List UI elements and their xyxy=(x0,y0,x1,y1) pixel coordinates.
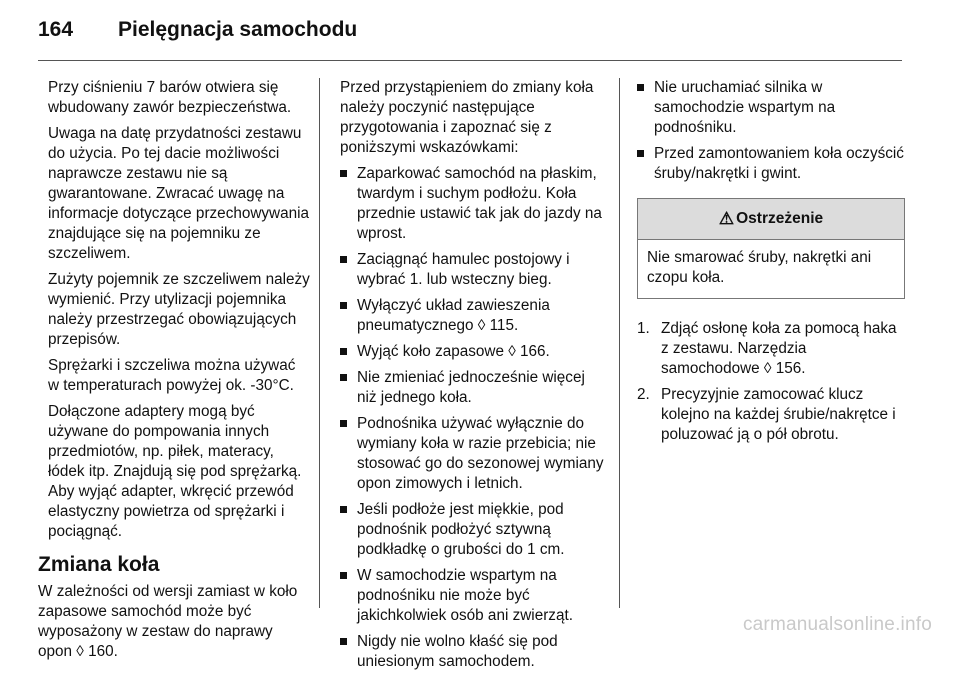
list-item-text: W samochodzie wspartym na podnośniku nie może być jakichkolwiek osób ani zwierząt. xyxy=(357,567,573,624)
paragraph: Przy ciśnieniu 7 barów otwiera się wbudowany zawór bezpieczeństwa. xyxy=(48,79,292,116)
list-item xyxy=(340,368,608,408)
column-middle xyxy=(340,78,608,678)
list-item-text: Nie zmieniać jednocześnie więcej niż jednego koła. xyxy=(357,369,585,406)
list-item xyxy=(637,78,905,138)
page-title: Pielęgnacja samochodu xyxy=(118,18,358,41)
paragraph: Uwaga na datę przydatności zestawu do użycia. Po tej dacie możliwości naprawcze zestawu nie są gwarantowane. Zwracać uwagę na informacje dotyczące przechowywania znajdujące się na pojemniku ze szczeliwem. xyxy=(48,125,310,262)
list-item-text: Nigdy nie wolno kłaść się pod uniesionym samochodem. xyxy=(357,633,558,670)
warning-text: Nie smarować śruby, nakrętki ani czopu koła. xyxy=(647,249,872,286)
page-header xyxy=(38,18,357,48)
bullet-icon xyxy=(340,302,347,309)
bullet-icon xyxy=(340,170,347,177)
step-number: 1. xyxy=(637,320,650,337)
bullet-list xyxy=(637,78,905,184)
list-item xyxy=(340,500,608,560)
warning-icon: ⚠ xyxy=(718,209,735,228)
header-divider xyxy=(38,60,902,61)
step-text: Precyzyjnie zamocować klucz kolejno na każdej śrubie/nakrętce i poluzować ją o pół obrotu. xyxy=(661,386,896,443)
bullet-icon xyxy=(340,572,347,579)
list-item-text: Nie uruchamiać silnika w samochodzie wspartym na podnośniku. xyxy=(654,79,836,136)
warning-header xyxy=(638,199,904,240)
warning-title: Ostrzeżenie xyxy=(736,210,824,227)
step-item xyxy=(637,385,905,445)
warning-box xyxy=(637,198,905,299)
list-item-text: Zaciągnąć hamulec postojowy i wybrać 1. lub wsteczny bieg. xyxy=(357,251,570,288)
list-item xyxy=(340,632,608,672)
paragraph: Sprężarki i szczeliwa można używać w temperaturach powyżej ok. -30°C. xyxy=(48,357,296,394)
list-item xyxy=(340,342,608,362)
bullet-icon xyxy=(340,374,347,381)
bullet-icon xyxy=(340,348,347,355)
paragraph: Dołączone adaptery mogą być używane do pompowania innych przedmiotów, np. piłek, materacy, łódek itp. Znajdują się pod sprężarką. Aby wyjąć adapter, wkręcić przewód elastyczny powietrza od sprężarki i pociągnąć. xyxy=(48,403,302,540)
list-item xyxy=(637,144,905,184)
list-item xyxy=(340,250,608,290)
page-number: 164 xyxy=(38,18,74,41)
column-divider xyxy=(619,78,620,608)
list-item-text: Wyłączyć układ zawieszenia pneumatycznego ◊ 115. xyxy=(357,297,550,334)
list-item-text: Podnośnika używać wyłącznie do wymiany koła w razie przebicia; nie stosować go do sezonowej wymiany opon zimowych i letnich. xyxy=(357,415,604,492)
list-item xyxy=(340,164,608,244)
step-text: Zdjąć osłonę koła za pomocą haka z zestawu. Narzędzia samochodowe ◊ 156. xyxy=(661,320,897,377)
paragraph: W zależności od wersji zamiast w koło zapasowe samochód może być wyposażony w zestaw do naprawy opon ◊ 160. xyxy=(38,583,298,660)
list-item-text: Jeśli podłoże jest miękkie, pod podnośnik podłożyć sztywną podkładkę o grubości do 1 cm. xyxy=(357,501,565,558)
list-item-text: Zaparkować samochód na płaskim, twardym i suchym podłożu. Koła przednie ustawić tak jak do jazdy na wprost. xyxy=(357,165,602,242)
bullet-icon xyxy=(637,150,644,157)
paragraph: Przed przystąpieniem do zmiany koła należy poczynić następujące przygotowania i zapoznać się z poniższymi wskazówkami: xyxy=(340,79,594,156)
column-left xyxy=(38,78,310,668)
list-item xyxy=(340,566,608,626)
step-item xyxy=(637,319,905,379)
column-right xyxy=(637,78,905,451)
watermark: carmanualsonline.info xyxy=(742,614,932,635)
list-item xyxy=(340,296,608,336)
section-heading: Zmiana koła xyxy=(38,553,160,576)
bullet-list xyxy=(340,164,608,672)
bullet-icon xyxy=(340,420,347,427)
bullet-icon xyxy=(637,84,644,91)
bullet-icon xyxy=(340,256,347,263)
list-item-text: Przed zamontowaniem koła oczyścić śruby/nakrętki i gwint. xyxy=(654,145,904,182)
numbered-steps xyxy=(637,319,905,445)
paragraph: Zużyty pojemnik ze szczeliwem należy wymienić. Przy utylizacji pojemnika należy przestrzegać obowiązujących przepisów. xyxy=(48,271,310,348)
list-item-text: Wyjąć koło zapasowe ◊ 166. xyxy=(357,343,550,360)
bullet-icon xyxy=(340,506,347,513)
step-number: 2. xyxy=(637,386,650,403)
column-divider xyxy=(319,78,320,608)
list-item xyxy=(340,414,608,494)
